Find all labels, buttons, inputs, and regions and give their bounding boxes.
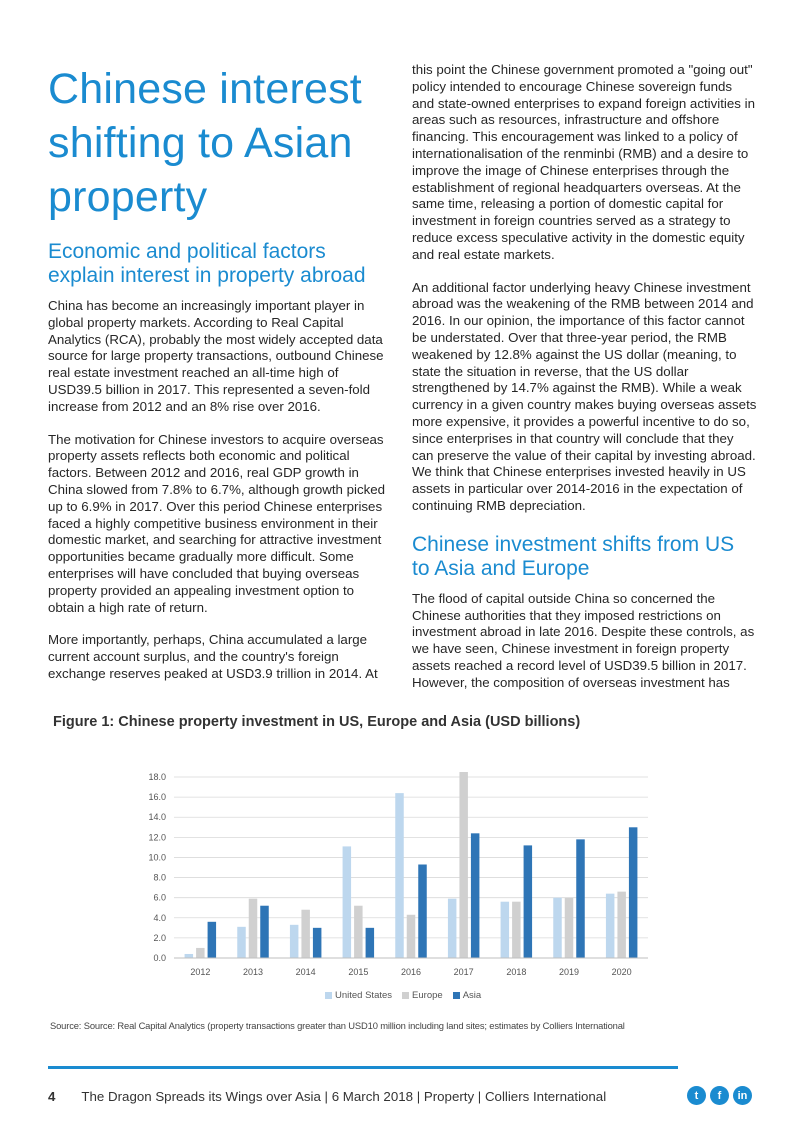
legend-item-asia <box>453 990 481 1001</box>
bar-united-states-2015 <box>343 846 352 958</box>
legend-label: United States <box>335 990 393 1001</box>
paragraph: this point the Chinese government promoted a "going out" policy intended to encourage Chinese sovereign funds and state-owned enterprises to expand foreign activities in areas such as resources, infrastructure and offshore financing. This encouragement was linked to a policy of internationalisation of the renminbi (RMB) and a desire to improve the image of Chinese enterprises through the establishment of regional headquarters overseas. At the same time, releasing a portion of domestic capital for investment in foreign countries served as a strategy to reduce excess speculative activity in the domestic equity and real estate markets. <box>412 62 755 262</box>
bar-europe-2014 <box>301 910 310 958</box>
bar-europe-2017 <box>459 772 468 958</box>
bar-europe-2012 <box>196 948 205 958</box>
x-tick-label: 2016 <box>400 967 422 977</box>
bar-asia-2020 <box>629 827 638 958</box>
facebook-icon[interactable]: f <box>710 1086 729 1105</box>
y-tick-label: 12.0 <box>148 832 166 843</box>
bar-europe-2015 <box>354 906 363 958</box>
bar-united-states-2019 <box>553 898 562 958</box>
bar-asia-2013 <box>260 906 269 958</box>
x-tick-label: 2015 <box>348 967 369 977</box>
footer-text: The Dragon Spreads its Wings over Asia | 6 March 2018 | Property | Colliers International <box>81 1089 607 1104</box>
paragraph: An additional factor underlying heavy Chinese investment abroad was the weakening of the RMB between 2014 and 2016. In our opinion, the importance of this factor cannot be understated. Over that three-year period, the RMB weakened by 12.8% against the US dollar (meaning, to state the situation in reverse, that the US dollar strengthened by 14.7% against the RMB). While a weak currency in a given country makes buying overseas assets more expensive, it provides a powerful incentive to do so, since enterprises in that country will conclude that they can preserve the value of their capital by investing abroad. We think that Chinese enterprises invested heavily in US assets in particular over 2014-2016 in the expectation of continuing RMB depreciation. <box>412 279 757 513</box>
paragraph: The motivation for Chinese investors to acquire overseas property assets reflects both economic and political factors. Between 2012 and 2016, real GDP growth in China slowed from 7.8% to 6.7%, although growth picked up to 6.9% in 2017. Over this period Chinese enterprises faced a highly competitive business environment in their domestic market, and searching for attractive investment opportunities became gradually more difficult. Some enterprises will have concluded that buying overseas property provided an appealing investment option to obtain a high rate of return. <box>48 431 386 615</box>
section-heading-economic-factors: Economic and political factors explain interest in property abroad <box>48 240 366 287</box>
right-column <box>412 62 757 708</box>
y-tick-label: 16.0 <box>148 792 166 803</box>
bar-united-states-2016 <box>395 793 404 958</box>
footer-divider <box>48 1066 678 1069</box>
y-tick-label: 10.0 <box>148 852 166 863</box>
bar-europe-2019 <box>565 898 574 958</box>
bar-united-states-2014 <box>290 925 299 958</box>
left-column <box>48 62 388 699</box>
bar-united-states-2017 <box>448 899 457 958</box>
y-tick-label: 14.0 <box>148 812 166 823</box>
legend-item-europe <box>402 990 443 1001</box>
chart-legend <box>325 990 481 1001</box>
bar-asia-2015 <box>366 928 375 958</box>
bar-asia-2018 <box>524 845 533 958</box>
paragraph: China has become an increasingly important player in global property markets. According to Real Capital Analytics (RCA), probably the most widely accepted data source for large property transactions, outbound Chinese real estate investment reached an all-time high of USD39.5 billion in 2017. This represented a seven-fold increase from 2012 and an 8% rise over 2016. <box>48 298 384 414</box>
bar-asia-2017 <box>471 833 480 958</box>
x-tick-label: 2017 <box>453 967 474 977</box>
bar-united-states-2012 <box>185 954 194 958</box>
section-heading-investment-shifts: Chinese investment shifts from US to Asia and Europe <box>412 532 735 580</box>
page-number: 4 <box>48 1089 56 1104</box>
twitter-icon[interactable]: t <box>687 1086 706 1105</box>
paragraph: More importantly, perhaps, China accumulated a large current account surplus, and the country's foreign exchange reserves peaked at USD3.9 trillion in 2014. At <box>48 632 378 681</box>
y-tick-label: 4.0 <box>153 912 166 923</box>
bar-asia-2019 <box>576 839 585 958</box>
y-tick-label: 6.0 <box>153 892 166 903</box>
chart-svg <box>138 764 658 1014</box>
bar-europe-2018 <box>512 902 521 958</box>
footer <box>48 1089 748 1104</box>
bar-united-states-2020 <box>606 894 615 958</box>
legend-item-united-states <box>325 990 392 1001</box>
x-tick-label: 2020 <box>611 967 632 977</box>
bar-united-states-2018 <box>501 902 510 958</box>
x-tick-label: 2019 <box>558 967 580 977</box>
y-tick-label: 0.0 <box>153 953 166 963</box>
legend-swatch <box>325 992 332 999</box>
social-links <box>687 1086 752 1105</box>
bar-asia-2014 <box>313 928 322 958</box>
y-tick-label: 2.0 <box>153 932 166 943</box>
legend-label: Europe <box>412 990 443 1001</box>
x-tick-label: 2014 <box>295 967 316 977</box>
paragraph: The flood of capital outside China so concerned the Chinese authorities that they imposed restrictions on investment abroad in late 2016. Despite these controls, as we have seen, Chinese investment in foreign property assets reached a record level of USD39.5 billion in 2017. However, the composition of overseas investment has <box>412 590 755 690</box>
x-tick-label: 2013 <box>242 967 264 977</box>
figure-title: Figure 1: Chinese property investment in US, Europe and Asia (USD billions) <box>53 714 581 730</box>
legend-swatch <box>402 992 409 999</box>
legend-swatch <box>453 992 460 999</box>
bar-united-states-2013 <box>237 927 246 958</box>
bar-chart <box>138 764 658 1014</box>
legend-label: Asia <box>462 990 482 1001</box>
bar-asia-2016 <box>418 864 427 958</box>
linkedin-icon[interactable]: in <box>733 1086 752 1105</box>
y-tick-label: 18.0 <box>148 772 166 783</box>
bar-europe-2013 <box>249 899 258 958</box>
x-tick-label: 2012 <box>190 967 211 977</box>
y-tick-label: 8.0 <box>153 872 166 883</box>
bar-europe-2016 <box>407 915 416 958</box>
x-tick-label: 2018 <box>506 967 527 977</box>
page-title: Chinese interest shifting to Asian property <box>48 65 362 221</box>
figure-source: Source: Source: Real Capital Analytics (property transactions greater than USD10 million including land sites; estimates by Colliers International <box>50 1020 625 1031</box>
bar-europe-2020 <box>617 892 626 958</box>
bar-asia-2012 <box>208 922 217 958</box>
